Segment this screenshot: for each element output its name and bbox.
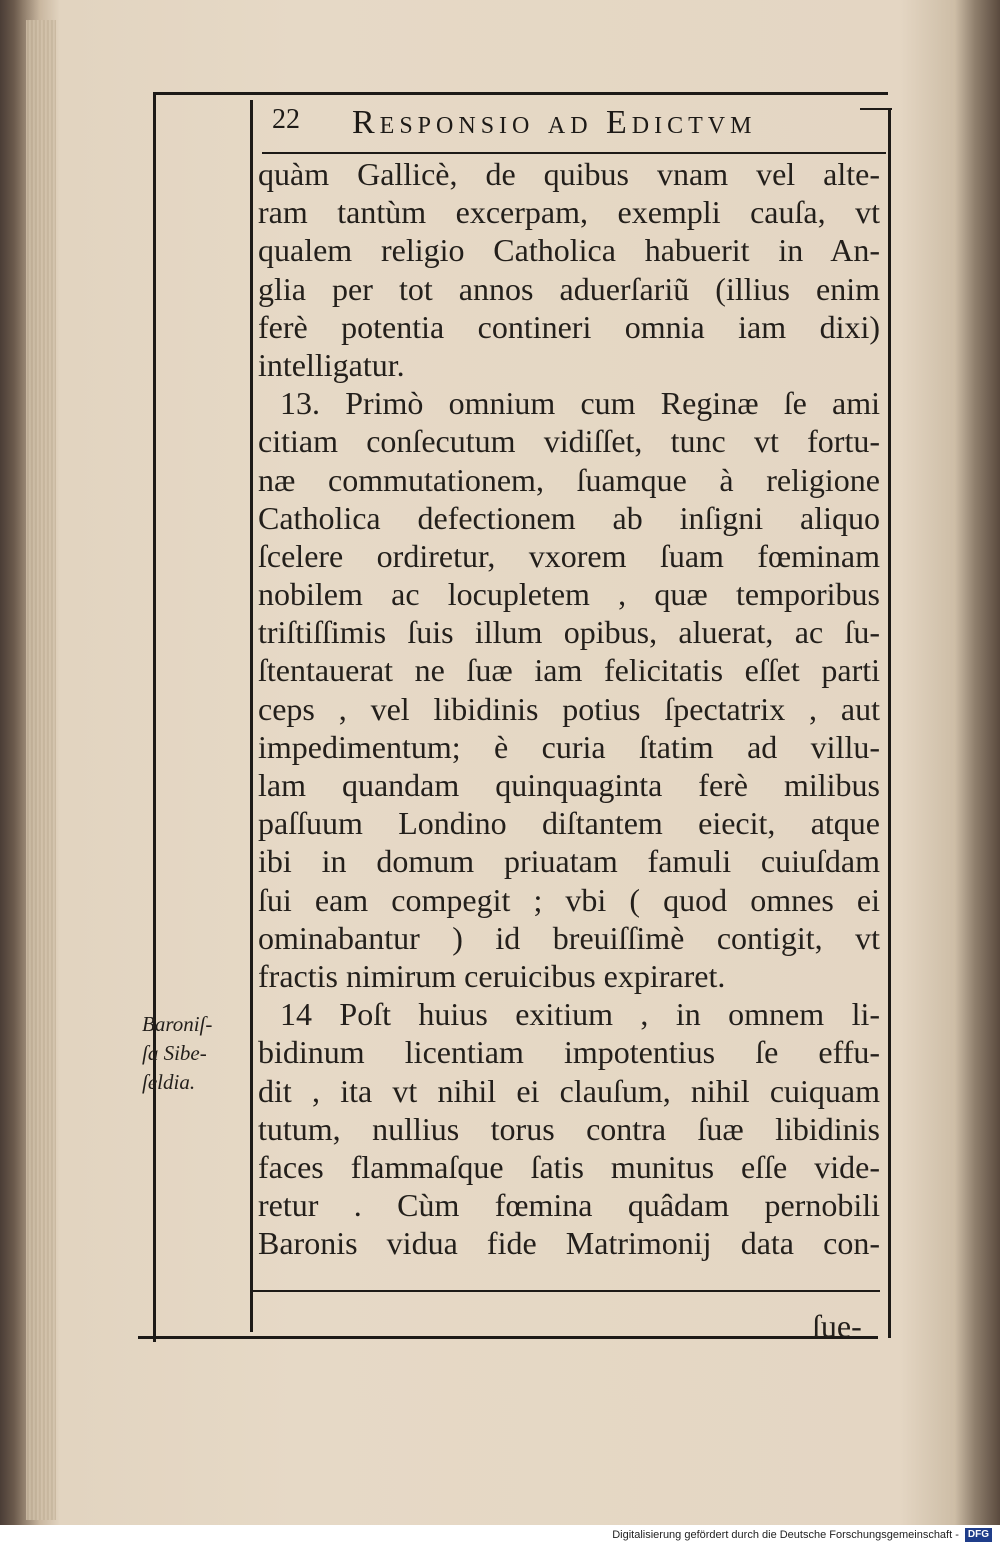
text-line: ominabantur ) id breuiſſimè contigit, vt bbox=[258, 919, 880, 956]
dfg-logo: DFG bbox=[965, 1528, 992, 1542]
left-inner-rule bbox=[250, 100, 253, 1332]
text-line: dit , ita vt nihil ei clauſum, nihil cuiquam bbox=[258, 1072, 880, 1109]
running-header bbox=[272, 104, 882, 152]
text-line: 13. Primò omnium cum Reginæ ſe ami bbox=[280, 385, 880, 422]
text-line: ſcelere ordiretur, vxorem ſuam fœminam bbox=[258, 537, 880, 574]
text-line: fractis nimirum ceruicibus expiraret. bbox=[258, 957, 726, 994]
page-edges bbox=[26, 20, 56, 1520]
text-line: ceps , vel libidinis potius ſpectatrix , aut bbox=[258, 690, 880, 727]
text-line: qualem religio Catholica habuerit in An- bbox=[258, 232, 880, 269]
text-line: glia per tot annos aduerſariũ (illius enim bbox=[258, 270, 880, 307]
marginal-note-line: ſa Sibe- bbox=[142, 1041, 207, 1065]
text-line: triſtiſſimis ſuis illum opibus, aluerat, ac ſu- bbox=[258, 614, 880, 651]
text-line: ſui eam compegit ; vbi ( quod omnes ei bbox=[258, 881, 880, 918]
catchword: ſue- bbox=[812, 1308, 862, 1344]
credit-text: Digitalisierung gefördert durch die Deutsche Forschungsgemeinschaft - bbox=[612, 1529, 959, 1541]
page-number: 22 bbox=[272, 104, 300, 135]
text-line: quàm Gallicè, de quibus vnam vel alte- bbox=[258, 156, 880, 192]
text-line: ſtentauerat ne ſuæ iam felicitatis eſſet parti bbox=[258, 652, 880, 689]
text-line: næ commutationem, ſuamque à religione bbox=[258, 461, 880, 498]
running-title: Responsio ad Edictvm bbox=[352, 104, 757, 141]
text-line: Catholica defectionem ab inſigni aliquo bbox=[258, 499, 880, 536]
text-line: ferè potentia contineri omnia iam dixi) bbox=[258, 308, 880, 345]
text-line: paſſuum Londino diſtantem eiecit, atque bbox=[258, 805, 880, 842]
text-line: nobilem ac locupletem , quæ temporibus bbox=[258, 576, 880, 613]
text-line: citiam conſecutum vidiſſet, tunc vt fortu- bbox=[258, 423, 880, 460]
marginal-note bbox=[142, 1010, 242, 1097]
text-line: impedimentum; è curia ſtatim ad villu- bbox=[258, 728, 880, 765]
text-line: lam quandam quinquaginta ferè milibus bbox=[258, 767, 880, 803]
text-line: Baronis vidua fide Matrimonij data con- bbox=[258, 1225, 880, 1262]
text-line: ram tantùm excerpam, exempli cauſa, vt bbox=[258, 194, 880, 231]
bottom-inner-rule bbox=[250, 1290, 880, 1292]
text-line: tutum, nullius torus contra ſuæ libidinis bbox=[258, 1110, 880, 1147]
header-rule bbox=[262, 152, 886, 154]
text-line: intelligatur. bbox=[258, 346, 405, 383]
text-line: bidinum licentiam impotentius ſe effu- bbox=[258, 1034, 880, 1071]
text-line: faces flammaſque ſatis munitus eſſe vide- bbox=[258, 1148, 880, 1185]
bottom-outer-rule bbox=[138, 1336, 878, 1339]
text-line: ibi in domum priuatam famuli cuiuſdam bbox=[258, 843, 880, 880]
left-outer-rule bbox=[153, 92, 156, 1342]
marginal-note-line: Baroniſ- bbox=[142, 1012, 213, 1036]
right-rule bbox=[888, 108, 891, 1338]
top-rule bbox=[153, 92, 888, 95]
text-line: retur . Cùm fœmina quâdam pernobili bbox=[258, 1187, 880, 1224]
digitization-credit-bar bbox=[0, 1525, 1000, 1545]
main-text bbox=[258, 155, 880, 1262]
text-line: 14 Poſt huius exitium , in omnem li- bbox=[280, 996, 880, 1033]
marginal-note-line: ſeldia. bbox=[142, 1070, 196, 1094]
